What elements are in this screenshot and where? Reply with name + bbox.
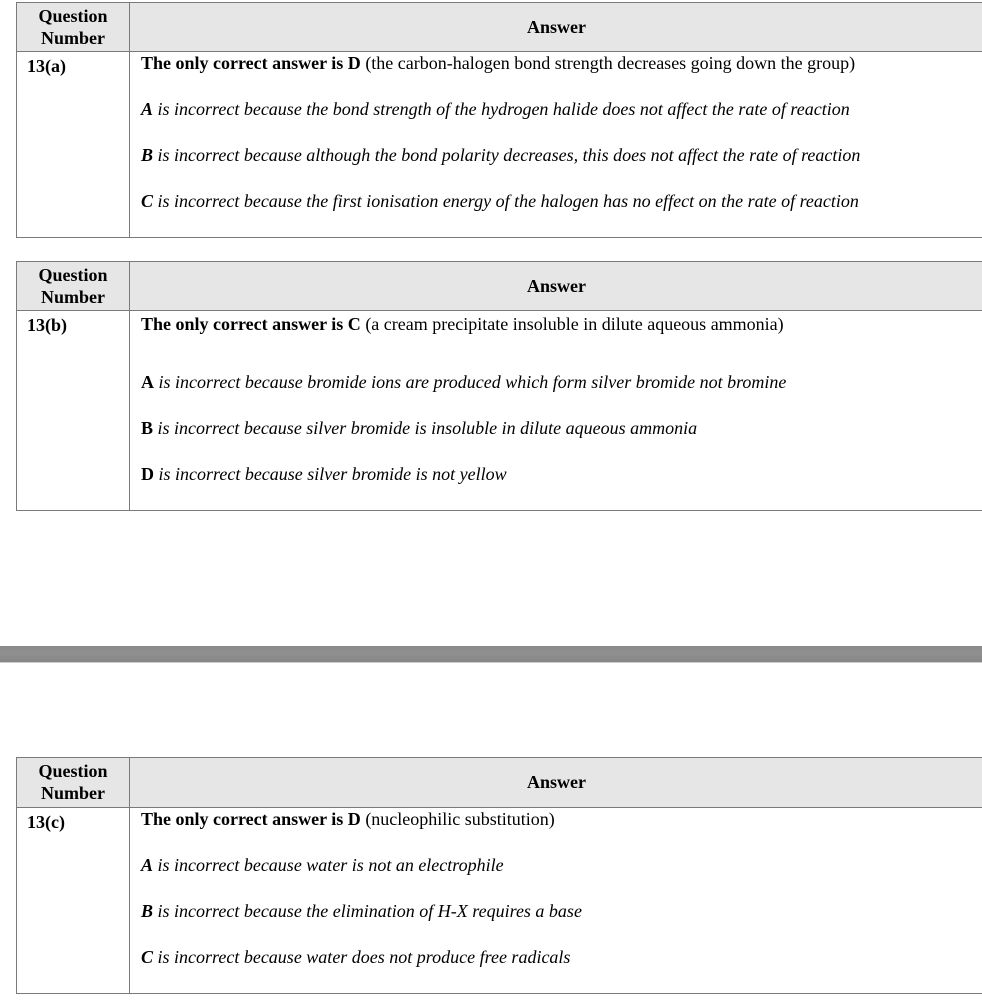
question-number-header: Question Number bbox=[17, 758, 130, 807]
correct-answer-explanation: (nucleophilic substitution) bbox=[360, 809, 555, 829]
option-letter: B bbox=[141, 901, 154, 921]
distractor-explanation bbox=[141, 372, 786, 393]
table-row bbox=[17, 808, 982, 994]
correct-answer-prefix: The only correct answer is D bbox=[141, 809, 361, 829]
answer-header: Answer bbox=[527, 275, 586, 296]
correct-answer bbox=[141, 53, 855, 74]
correct-answer-explanation: (a cream precipitate insoluble in dilute aqueous ammonia) bbox=[360, 314, 784, 334]
distractor-text: is incorrect because although the bond polarity decreases, this does not affect the rate of reaction bbox=[153, 145, 861, 165]
distractor-explanation bbox=[141, 99, 850, 120]
question-number: 13(b) bbox=[17, 311, 130, 511]
table-row bbox=[17, 52, 982, 238]
distractor-text: is incorrect because water is not an electrophile bbox=[153, 855, 504, 875]
answer-table-13c bbox=[16, 757, 982, 994]
distractor-explanation bbox=[141, 464, 507, 485]
distractor-explanation bbox=[141, 191, 859, 212]
option-letter: A bbox=[141, 99, 154, 119]
distractor-explanation bbox=[141, 418, 697, 439]
distractor-text: is incorrect because the first ionisation energy of the halogen has no effect on the rate of reaction bbox=[153, 191, 859, 211]
question-number-header: Question Number bbox=[17, 262, 130, 310]
distractor-explanation bbox=[141, 145, 860, 166]
option-letter: B bbox=[141, 418, 154, 438]
correct-answer-prefix: The only correct answer is D bbox=[141, 53, 361, 73]
option-letter: A bbox=[141, 372, 154, 392]
distractor-text: is incorrect because silver bromide is insoluble in dilute aqueous ammonia bbox=[153, 418, 698, 438]
distractor-explanation bbox=[141, 855, 504, 876]
answer-table-13a bbox=[16, 2, 982, 238]
question-number-header: Question Number bbox=[17, 3, 130, 51]
distractor-text: is incorrect because bromide ions are produced which form silver bromide not bromine bbox=[154, 372, 787, 392]
correct-answer-prefix: The only correct answer is C bbox=[141, 314, 361, 334]
table-row bbox=[17, 311, 982, 511]
correct-answer bbox=[141, 809, 555, 830]
option-letter: C bbox=[141, 191, 154, 211]
distractor-text: is incorrect because the elimination of H-X requires a base bbox=[153, 901, 582, 921]
distractor-text: is incorrect because the bond strength of the hydrogen halide does not affect the rate of reaction bbox=[153, 99, 850, 119]
answer-header: Answer bbox=[527, 16, 586, 37]
question-number: 13(a) bbox=[17, 52, 130, 238]
distractor-text: is incorrect because water does not produce free radicals bbox=[153, 947, 571, 967]
correct-answer bbox=[141, 314, 784, 335]
answer-header: Answer bbox=[527, 772, 586, 792]
option-letter: D bbox=[141, 464, 154, 484]
answer-table-13b bbox=[16, 261, 982, 511]
question-number: 13(c) bbox=[17, 808, 130, 994]
table-header bbox=[17, 758, 982, 808]
distractor-explanation bbox=[141, 947, 570, 968]
table-header bbox=[17, 3, 982, 52]
option-letter: A bbox=[141, 855, 154, 875]
option-letter: B bbox=[141, 145, 154, 165]
page-separator bbox=[0, 646, 982, 663]
correct-answer-explanation: (the carbon-halogen bond strength decreases going down the group) bbox=[360, 53, 856, 73]
distractor-explanation bbox=[141, 901, 582, 922]
distractor-text: is incorrect because silver bromide is not yellow bbox=[154, 464, 507, 484]
table-header bbox=[17, 262, 982, 311]
option-letter: C bbox=[141, 947, 154, 967]
